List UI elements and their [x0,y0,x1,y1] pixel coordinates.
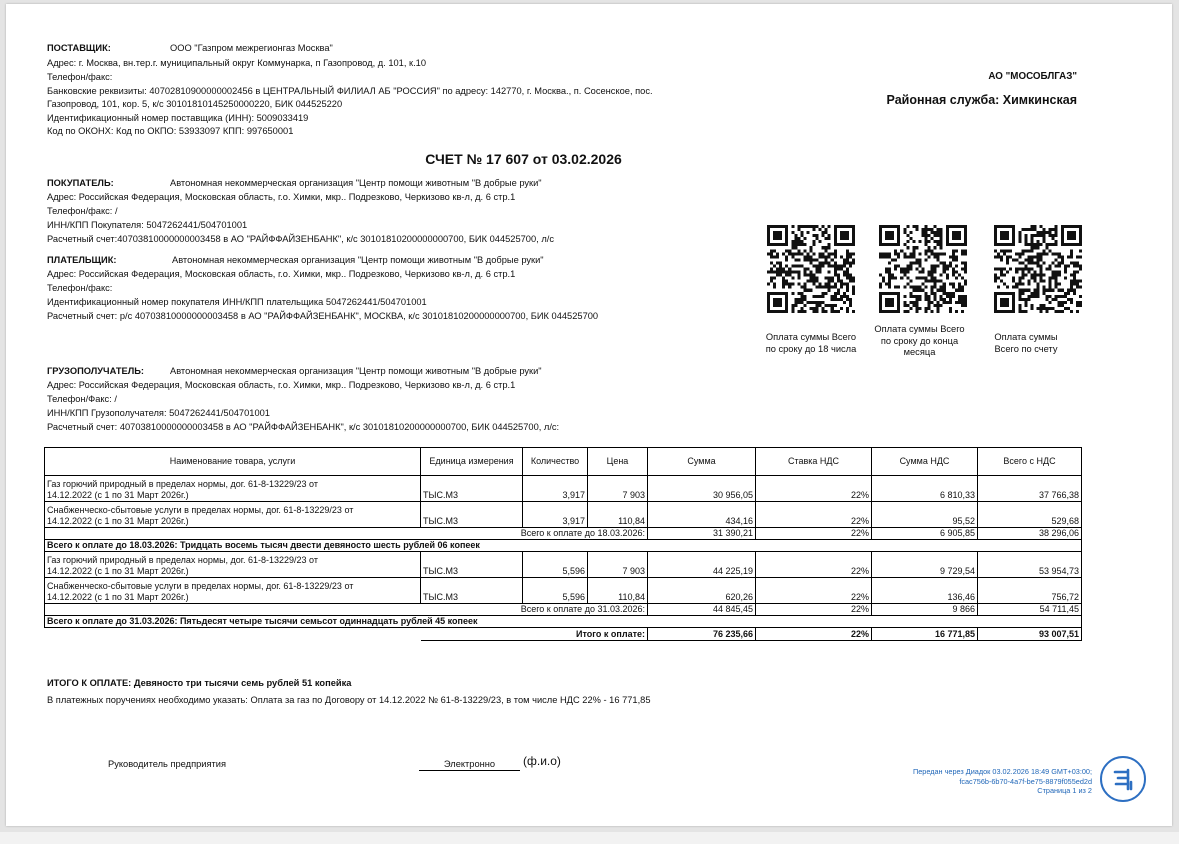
qr-caption-2-line-2: по сроку до конца [880,335,959,346]
total-words-2: Всего к оплате до 31.03.2026: Пятьдесят четыре тысячи семьсот одиннадцать рублей 45 копеек [45,616,1082,628]
supplier-line [47,41,333,55]
cell-name-line-2: 14.12.2022 (с 1 по 31 Март 2026г.) [47,566,189,576]
subtotal-label: Всего к оплате до 18.03.2026: [45,528,648,540]
cell-sum: 30 956,05 [648,476,756,502]
cell-name [45,502,421,528]
grand-total-label: Итого к оплате: [421,628,648,641]
diadoc-stamp [913,767,1092,796]
qr-caption-3-line-2: Всего по счету [994,343,1058,354]
qr-caption-3-line-1: Оплата суммы [994,332,1058,342]
supplier-codes: Код по ОКОНХ: Код по ОКПО: 53933097 КПП: 997650001 [47,126,294,136]
cell-name [45,476,421,502]
cell-vat-rate: 22% [756,476,872,502]
cell-total: 529,68 [978,502,1082,528]
qr-caption-1 [751,332,871,355]
payer-label: ПЛАТЕЛЬЩИК: [47,255,117,265]
cell-qty: 3,917 [523,476,588,502]
qr-caption-1-line-2: по сроку до 18 числа [765,343,857,354]
qr-caption-2-line-1: Оплата суммы Всего [874,324,965,334]
subtotal-sum: 31 390,21 [648,528,756,540]
cell-price: 7 903 [588,552,648,578]
cell-name-line-1: Снабженческо-сбытовые услуги в пределах нормы, дог. 61-8-13229/23 от [47,581,354,591]
supplier-bank-2: Газопровод, 101, кор. 5, к/с 30101810145250000220, БИК 044525220 [47,99,343,109]
qr-code-3 [994,225,1082,313]
cell-name [45,578,421,604]
total-words-1: Всего к оплате до 18.03.2026: Тридцать восемь тысяч двести девяносто шесть рублей 06 копеек [45,540,1082,552]
payer-address: Адрес: Российская Федерация, Московская область, г.о. Химки, мкр.. Подрезково, Черкизово кв-л, д. 6 стр.1 [47,269,516,279]
diadoc-line-1: Передан через Диадок 03.02.2026 18:49 GMT+03:00; [912,767,1092,776]
col-header-vat-rate: Ставка НДС [756,448,872,476]
buyer-label: ПОКУПАТЕЛЬ: [47,178,114,188]
total-words-row-2 [45,616,1082,628]
payer-phone: Телефон/факс: [47,283,113,293]
supplier-name: ООО "Газпром межрегионгаз Москва" [170,43,333,53]
table-row [45,476,1082,502]
col-header-vat-sum: Сумма НДС [872,448,978,476]
col-header-name: Наименование товара, услуги [45,448,421,476]
supplier-bank-1: Банковские реквизиты: 40702810900000002456 в ЦЕНТРАЛЬНЫЙ ФИЛИАЛ АБ "РОССИЯ" по адресу: 142770, г. Москва., п. Сосенское, пос. [47,86,653,96]
diadoc-icon [1102,758,1144,800]
table-row [45,578,1082,604]
cell-sum: 434,16 [648,502,756,528]
qr-caption-2 [862,324,977,359]
cell-vat-sum: 9 729,54 [872,552,978,578]
supplier-phone: Телефон/факс: [47,72,113,82]
subtotal-row-1 [45,528,1082,540]
qr-code-1 [767,225,855,313]
qr-caption-3 [976,332,1076,355]
supplier-inn: Идентификационный номер поставщика (ИНН): 5009033419 [47,113,309,123]
payer-name: Автономная некоммерческая организация "Центр помощи животным "В добрые руки" [172,255,544,265]
table-header-row [45,448,1082,476]
buyer-account: Расчетный счет:40703810000000003458 в АО "РАЙФФАЙЗЕНБАНК", к/с 30101810200000000700, БИК 044525700, л/с [47,234,554,244]
grand-total-vat-rate: 22% [756,628,872,641]
cell-total: 37 766,38 [978,476,1082,502]
signature-fio: (ф.и.о) [523,754,561,768]
buyer-phone: Телефон/факс: / [47,206,118,216]
service-name: Районная служба: Химкинская [886,93,1077,107]
diadoc-line-2: fcac756b-6b70-4a7f-be75-8879f055ed2d [959,776,1092,786]
diadoc-line-3: Страница 1 из 2 [1037,786,1092,795]
supplier-address: Адрес: г. Москва, вн.тер.г. муниципальный округ Коммунарка, п Газопровод, д. 101, к.10 [47,58,427,68]
cell-price: 7 903 [588,476,648,502]
subtotal-sum: 44 845,45 [648,604,756,616]
col-header-total: Всего с НДС [978,448,1082,476]
cell-vat-rate: 22% [756,502,872,528]
table-row [45,552,1082,578]
grand-total-sum: 76 235,66 [648,628,756,641]
signature-line [419,770,520,771]
qr-code-2 [879,225,967,313]
cell-qty: 5,596 [523,578,588,604]
col-header-unit: Единица измерения [421,448,523,476]
consignee-label: ГРУЗОПОЛУЧАТЕЛЬ: [47,366,145,376]
cell-vat-sum: 6 810,33 [872,476,978,502]
subtotal-row-2 [45,604,1082,616]
grand-total-vat-sum: 16 771,85 [872,628,978,641]
signature-role: Руководитель предприятия [108,759,226,769]
cell-unit: ТЫС.М3 [421,502,523,528]
invoice-table [44,447,1082,641]
cell-unit: ТЫС.М3 [421,476,523,502]
signature-value: Электронно [443,759,496,769]
total-in-words: ИТОГО К ОПЛАТЕ: Девяносто три тысячи семь рублей 51 копейка [47,678,352,688]
payer-account: Расчетный счет: р/с 40703810000000003458 в АО "РАЙФФАЙЗЕНБАНК", МОСКВА, к/с 30101810200000000700, БИК 044525700 [47,311,599,321]
payer-line [47,253,544,267]
payment-note: В платежных поручениях необходимо указать: Оплата за газ по Договору от 14.12.2022 № 61-8-13229/23, в том числе НДС 22% - 16 771,85 [47,695,651,705]
cell-total: 53 954,73 [978,552,1082,578]
total-words-row-1 [45,540,1082,552]
cell-name-line-1: Снабженческо-сбытовые услуги в пределах нормы, дог. 61-8-13229/23 от [47,505,354,515]
consignee-phone: Телефон/Факс: / [47,394,117,404]
cell-qty: 3,917 [523,502,588,528]
bottom-bar [0,832,1179,844]
cell-price: 110,84 [588,502,648,528]
invoice-page [6,4,1172,826]
col-header-sum: Сумма [648,448,756,476]
consignee-line [47,364,542,378]
cell-name-line-2: 14.12.2022 (с 1 по 31 Март 2026г.) [47,516,189,526]
grand-total-total: 93 007,51 [978,628,1082,641]
diadoc-button[interactable] [1100,756,1146,802]
subtotal-label: Всего к оплате до 31.03.2026: [45,604,648,616]
cell-qty: 5,596 [523,552,588,578]
cell-vat-sum: 136,46 [872,578,978,604]
subtotal-vat-sum: 9 866 [872,604,978,616]
cell-vat-rate: 22% [756,578,872,604]
company-name: АО "МОСОБЛГАЗ" [988,71,1077,82]
cell-name [45,552,421,578]
col-header-price: Цена [588,448,648,476]
qr-caption-2-line-3: месяца [903,347,936,357]
table-row [45,502,1082,528]
consignee-inn: ИНН/КПП Грузополучателя: 5047262441/504701001 [47,408,270,418]
cell-vat-sum: 95,52 [872,502,978,528]
cell-sum: 44 225,19 [648,552,756,578]
buyer-address: Адрес: Российская Федерация, Московская область, г.о. Химки, мкр.. Подрезково, Черкизово кв-л, д. 6 стр.1 [47,192,516,202]
subtotal-total: 54 711,45 [978,604,1082,616]
subtotal-total: 38 296,06 [978,528,1082,540]
grand-total-row [45,628,1082,641]
consignee-account: Расчетный счет: 40703810000000003458 в АО "РАЙФФАЙЗЕНБАНК", к/с 30101810200000000700, БИК 044525700, л/с: [47,422,560,432]
grand-total-spacer [45,628,421,641]
buyer-line [47,176,542,190]
cell-unit: ТЫС.М3 [421,552,523,578]
cell-name-line-2: 14.12.2022 (с 1 по 31 Март 2026г.) [47,490,189,500]
invoice-title: СЧЕТ № 17 607 от 03.02.2026 [425,151,622,167]
buyer-inn: ИНН/КПП Покупателя: 5047262441/504701001 [47,220,248,230]
cell-total: 756,72 [978,578,1082,604]
cell-name-line-2: 14.12.2022 (с 1 по 31 Март 2026г.) [47,592,189,602]
consignee-address: Адрес: Российская Федерация, Московская область, г.о. Химки, мкр.. Подрезково, Черкизово кв-л, д. 6 стр.1 [47,380,516,390]
supplier-label: ПОСТАВЩИК: [47,43,111,53]
buyer-name: Автономная некоммерческая организация "Центр помощи животным "В добрые руки" [170,178,542,188]
subtotal-vat-rate: 22% [756,604,872,616]
cell-price: 110,84 [588,578,648,604]
subtotal-vat-sum: 6 905,85 [872,528,978,540]
subtotal-vat-rate: 22% [756,528,872,540]
cell-name-line-1: Газ горючий природный в пределах нормы, дог. 61-8-13229/23 от [47,479,318,489]
col-header-qty: Количество [523,448,588,476]
cell-name-line-1: Газ горючий природный в пределах нормы, дог. 61-8-13229/23 от [47,555,318,565]
consignee-name: Автономная некоммерческая организация "Центр помощи животным "В добрые руки" [170,366,542,376]
cell-sum: 620,26 [648,578,756,604]
payer-inn: Идентификационный номер покупателя ИНН/КПП плательщика 5047262441/504701001 [47,297,427,307]
qr-caption-1-line-1: Оплата суммы Всего [765,332,857,342]
cell-vat-rate: 22% [756,552,872,578]
cell-unit: ТЫС.М3 [421,578,523,604]
